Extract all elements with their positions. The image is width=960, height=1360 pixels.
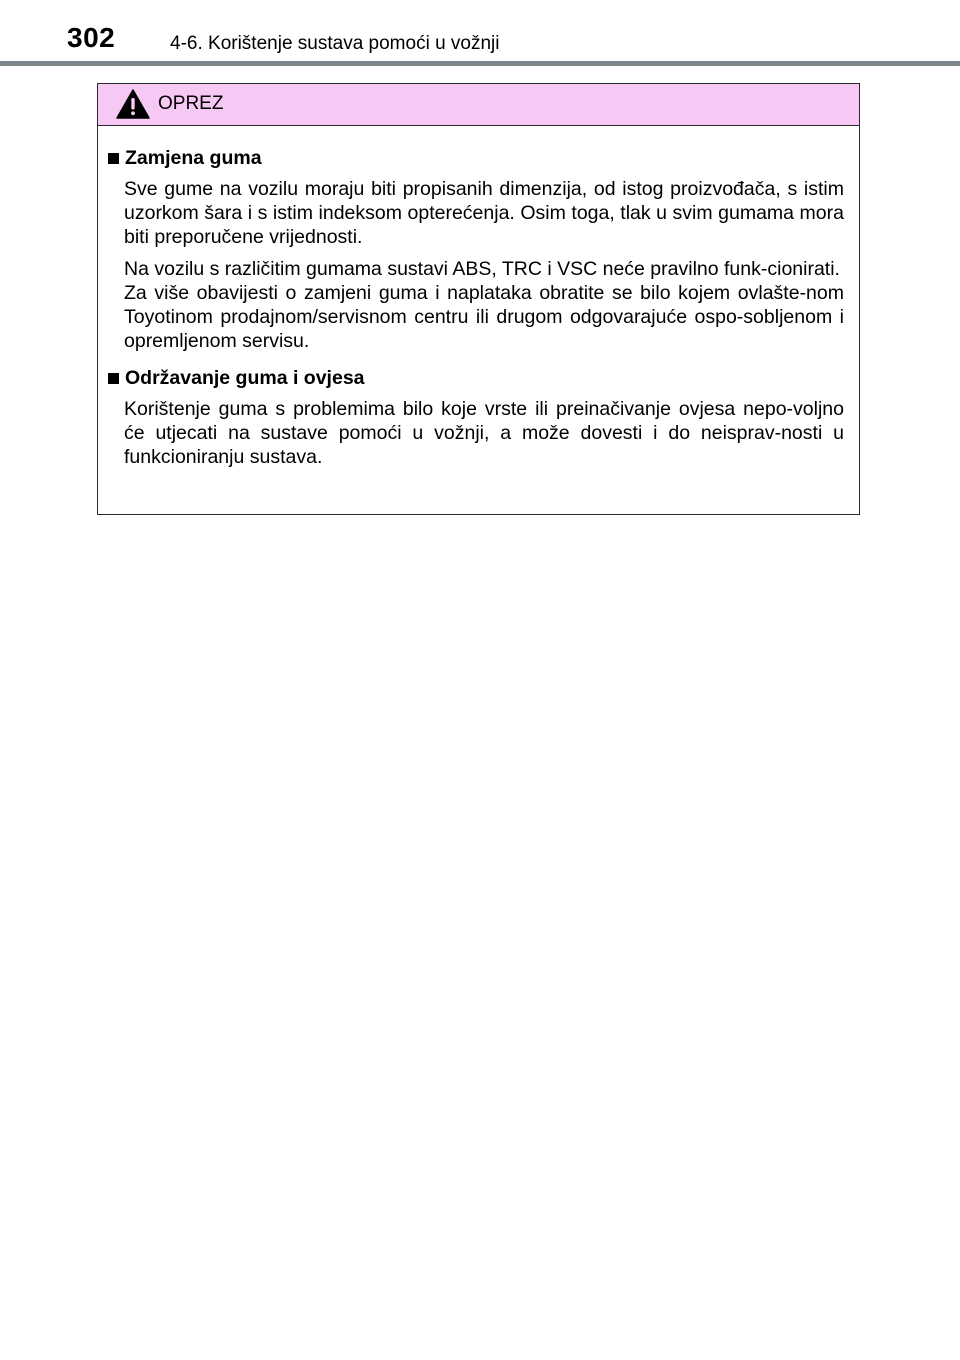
square-bullet-icon [108, 153, 119, 164]
subsection-heading [108, 366, 844, 390]
subsection-heading-text: Zamjena guma [125, 147, 262, 169]
subsection-heading-text: Održavanje guma i ovjesa [125, 367, 365, 389]
subsection-tire-suspension-maintenance [108, 366, 844, 469]
header-rule [0, 61, 960, 66]
caution-box [97, 83, 860, 515]
square-bullet-icon [108, 373, 119, 384]
warning-triangle-icon [116, 89, 150, 119]
caution-body [98, 126, 859, 469]
paragraph: Sve gume na vozilu moraju biti propisanih dimenzija, od istog proizvođača, s istim uzorkom šara i s istim indeksom opterećenja. Osim toga, tlak u svim gumama mora biti preporučene vrijednosti. [124, 178, 844, 248]
caution-label: OPREZ [158, 93, 224, 114]
page-number: 302 [67, 22, 116, 53]
page-header [0, 0, 960, 68]
subsection-heading [108, 146, 844, 170]
caution-header [98, 84, 859, 126]
paragraph: Korištenje guma s problemima bilo koje vrste ili preinačivanje ovjesa nepo-voljno će utjecati na sustave pomoći u vožnji, a može dovesti i do neisprav-nosti u funkcioniranju sustava. [124, 398, 844, 468]
paragraph: Za više obavijesti o zamjeni guma i naplataka obratite se bilo kojem ovlašte-nom Toyotinom prodajnom/servisnom centru ili drugom odgovarajuće ospo-sobljenom i opremljenom servisu. [124, 282, 844, 352]
subsection-tire-replacement [108, 146, 844, 353]
paragraph: Na vozilu s različitim gumama sustavi ABS, TRC i VSC neće pravilno funk-cionirati. [124, 258, 840, 280]
section-title: 4-6. Korištenje sustava pomoći u vožnji [170, 33, 500, 54]
